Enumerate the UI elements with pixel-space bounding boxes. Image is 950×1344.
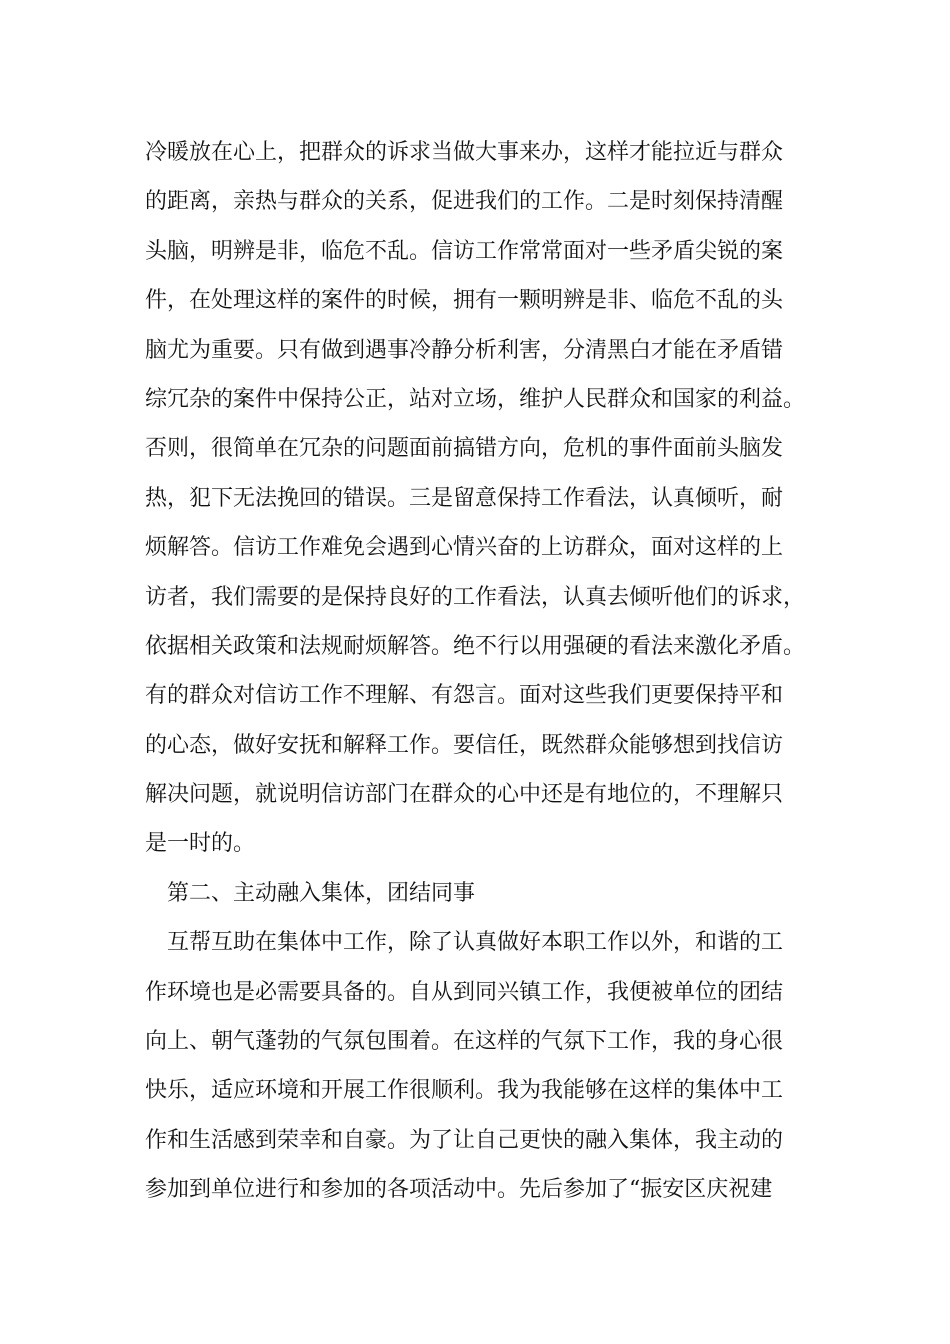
text-line: 互帮互助在集体中工作，除了认真做好本职工作以外，和谐的工 [167,930,784,956]
text-line: 烦解答。信访工作难免会遇到心情兴奋的上访群众，面对这样的上 [145,535,784,561]
text-line: 的心态，做好安抚和解释工作。要信任，既然群众能够想到找信访 [145,732,784,758]
document-body [145,128,825,1215]
text-line: 访者，我们需要的是保持良好的工作看法，认真去倾听他们的诉求， [145,584,806,610]
text-line: 向上、朝气蓬勃的气氛包围着。在这样的气氛下工作，我的身心很 [145,1029,784,1055]
text-line: 解决问题，就说明信访部门在群众的心中还是有地位的，不理解只 [145,782,784,808]
text-line: 否则，很简单在冗杂的问题面前搞错方向，危机的事件面前头脑发 [145,436,784,462]
text-line: 快乐，适应环境和开展工作很顺利。我为我能够在这样的集体中工 [145,1078,784,1104]
text-line: 依据相关政策和法规耐烦解答。绝不行以用强硬的看法来激化矛盾。 [145,633,806,659]
text-line: 冷暖放在心上，把群众的诉求当做大事来办，这样才能拉近与群众 [145,140,784,165]
text-line: 作环境也是必需要具备的。自从到同兴镇工作，我便被单位的团结 [145,979,784,1005]
text-line: 头脑，明辨是非，临危不乱。信访工作常常面对一些矛盾尖锐的案 [145,238,784,264]
text-line: 脑尤为重要。只有做到遇事冷静分析利害，分清黑白才能在矛盾错 [145,337,784,363]
text-line: 有的群众对信访工作不理解、有怨言。面对这些我们更要保持平和 [145,683,784,709]
text-line: 件，在处理这样的案件的时候，拥有一颗明辨是非、临危不乱的头 [145,288,784,314]
text-line: 是一时的。 [145,831,256,857]
text-line: 的距离，亲热与群众的关系，促进我们的工作。二是时刻保持清醒 [145,189,784,215]
text-line: 作和生活感到荣幸和自豪。为了让自己更快的融入集体，我主动的 [145,1127,784,1153]
text-line: 参加到单位进行和参加的各项活动中。先后参加了“振安区庆祝建 [145,1177,773,1203]
text-line: 热，犯下无法挽回的错误。三是留意保持工作看法，认真倾听，耐 [145,485,784,511]
text-line: 综冗杂的案件中保持公正，站对立场，维护人民群众和国家的利益。 [145,386,806,412]
section-heading: 第二、主动融入集体，团结同事 [167,880,476,906]
